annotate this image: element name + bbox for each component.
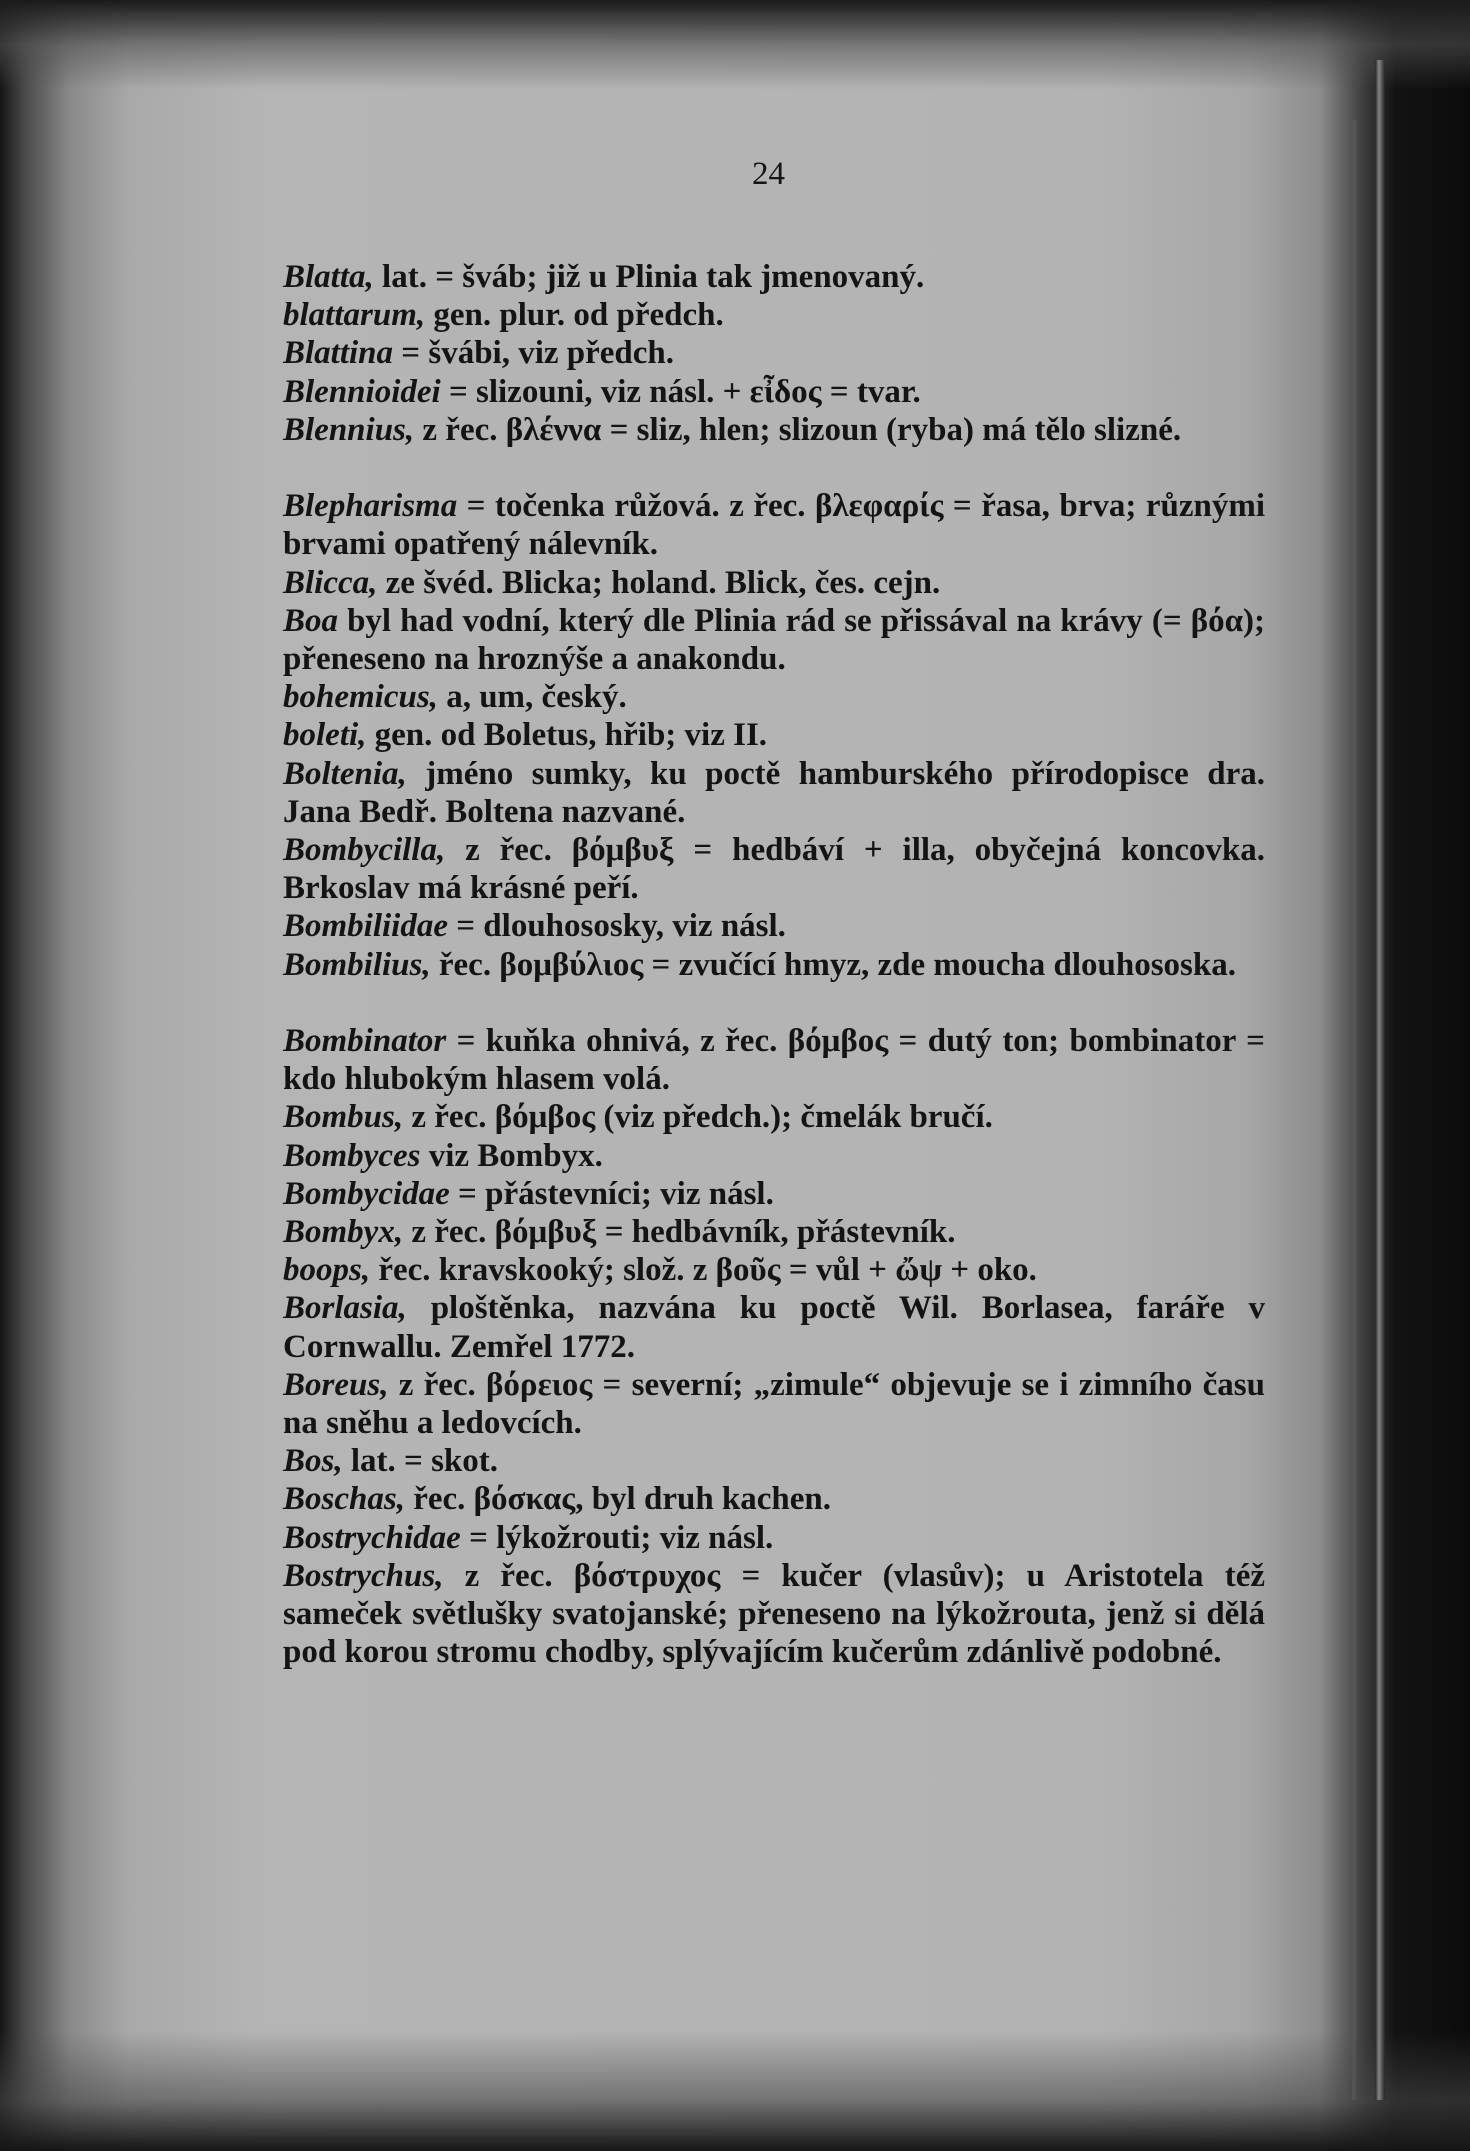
entry-blicca (283, 564, 1265, 602)
entry-headword: Blennioidei (283, 373, 441, 410)
entry-definition: = lýkožrouti; viz násl. (460, 1519, 774, 1556)
entry-headword: boops, (283, 1252, 371, 1289)
entry-definition: gen. plur. od předch. (425, 297, 724, 334)
entry-blattina (283, 334, 1265, 372)
entry-definition: z řec. βόρειος = severní; „zimule“ objevuje se i zimního času na sněhu a ledovcích. (283, 1366, 1265, 1441)
entry-headword: Blicca, (283, 564, 378, 601)
entry-definition: z řec. βόμβος (viz předch.); čmelák bručí. (403, 1099, 993, 1136)
page-gutter-line (1352, 120, 1356, 2100)
entry-definition: = přástevníci; viz násl. (449, 1175, 774, 1212)
entry-blennioidei (283, 373, 1265, 411)
entry-headword: Boschas, (283, 1481, 405, 1518)
entry-definition: = točenka růžová. z řec. βλεφαρίς = řasa, brva; různými brvami opatřený nálevník. (283, 488, 1265, 563)
entry-headword: Bombycilla, (283, 831, 446, 868)
book-spine-edge (1375, 60, 1385, 2100)
entry-headword: bohemicus, (283, 679, 438, 716)
entry-bombyces (283, 1137, 1265, 1175)
entry-headword: Borlasia, (283, 1290, 407, 1327)
entry-definition: z řec. βόμβυξ = hedbáví + illa, obyčejná koncovka. Brkoslav má krásné peří. (283, 831, 1265, 907)
entry-headword: Boa (283, 602, 339, 639)
entry-headword: Bombinator (283, 1022, 447, 1059)
entry-bostrychidae (283, 1519, 1265, 1557)
entry-headword: Bombiliidae (283, 908, 448, 945)
entry-headword: Blennius, (283, 411, 415, 448)
entry-boreus (283, 1366, 1265, 1442)
entry-boops (283, 1251, 1265, 1289)
entry-definition: řec. βόσκας, byl druh kachen. (404, 1481, 832, 1518)
entry-headword: Bombus, (283, 1099, 404, 1136)
entry-headword: Boltenia, (283, 755, 407, 792)
entry-blennius (283, 411, 1265, 487)
entry-definition: gen. od Boletus, hřib; viz II. (366, 717, 768, 754)
entry-definition: lat. = šváb; již u Plinia tak jmenovaný. (373, 259, 925, 295)
entry-blatta (283, 258, 1265, 296)
entry-headword: blattarum, (283, 297, 426, 334)
entry-definition: řec. βομβύλιος = zvučící hmyz, zde moucha dlouhososka. (430, 946, 1236, 983)
dictionary-entries (283, 258, 1265, 1671)
entry-bombyx (283, 1213, 1265, 1251)
entry-bombilius (283, 946, 1265, 1022)
entry-headword: Boreus, (283, 1366, 389, 1403)
top-edge-shadow (0, 0, 1470, 90)
entry-borlasia (283, 1289, 1265, 1365)
entry-headword: Bombycidae (283, 1175, 450, 1212)
entry-headword: Blatta, (283, 259, 374, 295)
entry-bombiliidae (283, 907, 1265, 945)
entry-bombus (283, 1098, 1265, 1136)
entry-blepharisma (283, 487, 1265, 563)
entry-definition: lat. = skot. (342, 1443, 499, 1480)
entry-definition: = švábi, viz předch. (393, 335, 675, 372)
entry-headword: Blepharisma (283, 488, 458, 525)
entry-headword: boleti, (283, 717, 367, 754)
entry-definition: a, um, český. (437, 679, 627, 716)
entry-definition: = kuňka ohnivá, z řec. βόμβος = dutý ton; bombinator = kdo hlubokým hlasem volá. (283, 1022, 1265, 1098)
entry-definition: jméno sumky, ku poctě hamburského přírodopisce dra. Jana Bedř. Boltena nazvané. (283, 755, 1265, 830)
entry-definition: z řec. βόστρυχος = kučer (vlasův); u Aristotela též sameček světlušky svatojanské; přeneseno na lýkožrouta, jenž si dělá pod korou stromu chodby, splývajícím kučerům zdánlivě podobné. (283, 1557, 1265, 1671)
entry-bos (283, 1442, 1265, 1480)
entry-headword: Bostrychidae (283, 1519, 461, 1556)
entry-definition: viz Bombyx. (420, 1137, 603, 1174)
entry-bombycilla (283, 831, 1265, 907)
entry-definition: ze švéd. Blicka; holand. Blick, čes. cejn. (377, 564, 941, 601)
entry-definition: ploštěnka, nazvána ku poctě Wil. Borlasea, faráře v Cornwallu. Zemřel 1772. (283, 1290, 1265, 1365)
bottom-edge-shadow (0, 2031, 1470, 2151)
entry-definition: z řec. βόμβυξ = hedbávník, přástevník. (403, 1213, 956, 1250)
entry-bombinator (283, 1022, 1265, 1098)
entry-definition: = slizouni, viz násl. + εἶδος = tvar. (440, 373, 921, 410)
entry-boleti (283, 716, 1265, 754)
entry-headword: Bos, (283, 1443, 343, 1480)
entry-boa (283, 602, 1265, 678)
entry-headword: Bombyces (283, 1137, 421, 1174)
entry-blattarum (283, 296, 1265, 334)
entry-boschas (283, 1480, 1265, 1518)
entry-definition: z řec. βλέννα = sliz, hlen; slizoun (ryba) má tělo slizné. (414, 411, 1182, 448)
entry-bohemicus (283, 678, 1265, 716)
entry-headword: Blattina (283, 335, 394, 372)
entry-definition: byl had vodní, který dle Plinia rád se přissával na krávy (= βόα); přeneseno na hroznýše a anakondu. (283, 602, 1265, 677)
entry-headword: Bombilius, (283, 946, 431, 983)
entry-headword: Bombyx, (283, 1213, 404, 1250)
page-number: 24 (752, 156, 785, 192)
entry-bombycidae (283, 1175, 1265, 1213)
entry-headword: Bostrychus, (283, 1557, 444, 1594)
entry-boltenia (283, 755, 1265, 831)
entry-definition: = dlouhososky, viz násl. (448, 908, 786, 945)
entry-bostrychus (283, 1557, 1265, 1672)
entry-definition: řec. kravskooký; slož. z βοῦς = vůl + ὤψ + oko. (370, 1252, 1037, 1289)
